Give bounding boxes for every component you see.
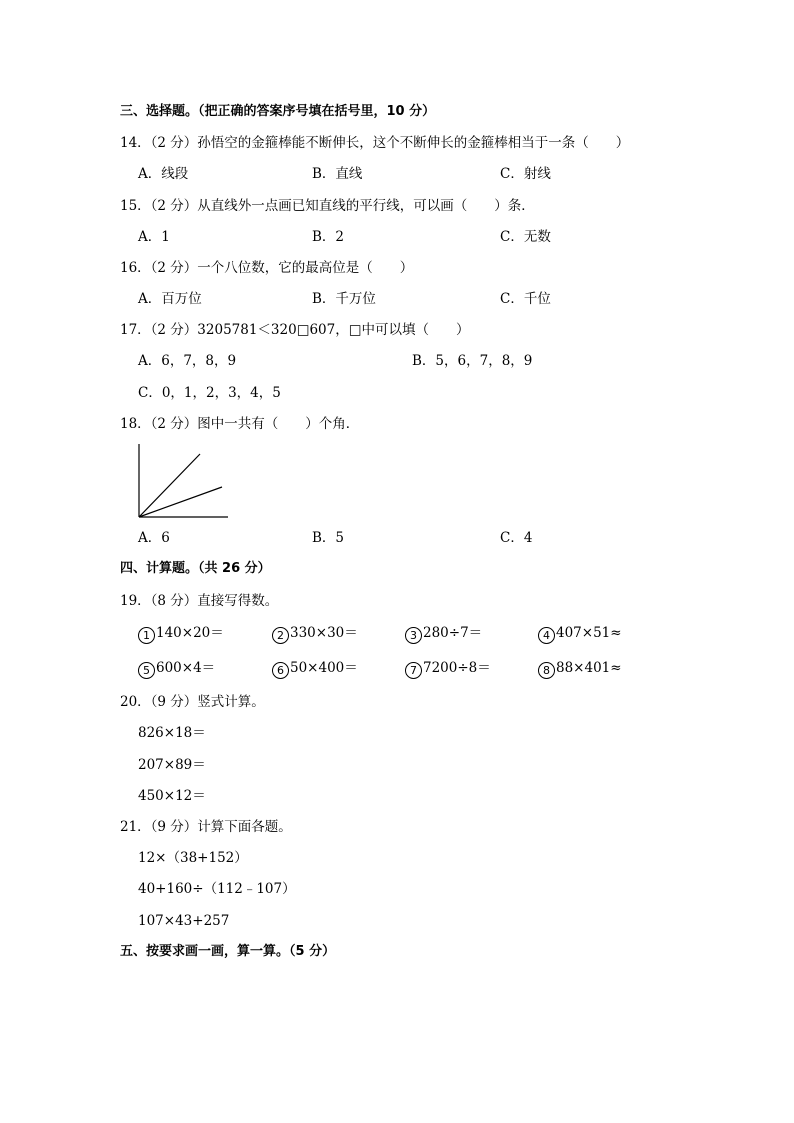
angle-ray-upper — [139, 454, 200, 517]
circled-number: 2 — [272, 627, 289, 644]
question-18-stem: 18．（2 分）图中一共有（ ）个角． — [120, 416, 360, 432]
question-17-stem: 17．（2 分）3205781＜320□607，□中可以填（ ） — [120, 322, 470, 338]
q19-expr: 7200÷8＝ — [423, 660, 491, 676]
q14-option-c: C．射线 — [500, 166, 551, 182]
q15-option-c: C．无数 — [500, 229, 551, 245]
q19-expr: 140×20＝ — [156, 625, 224, 641]
q19-expr: 50×400＝ — [290, 660, 358, 676]
question-20-stem: 20．（9 分）竖式计算。 — [120, 694, 265, 710]
q18-option-c: C．4 — [500, 530, 533, 546]
q19-item-2 — [272, 624, 358, 644]
q17-option-b: B．5，6，7，8，9 — [412, 353, 533, 369]
q15-option-b: B．2 — [312, 229, 345, 245]
q19-expr: 407×51≈ — [556, 625, 622, 641]
q21-item-3: 107×43+257 — [138, 913, 230, 929]
question-14-stem: 14．（2 分）孙悟空的金箍棒能不断伸长，这个不断伸长的金箍棒相当于一条（ ） — [120, 135, 630, 151]
q21-item-1: 12×（38+152） — [138, 850, 248, 866]
circled-number: 3 — [405, 627, 422, 644]
q19-item-6 — [272, 659, 358, 679]
q19-expr: 280÷7＝ — [423, 625, 483, 641]
q14-option-a: A．线段 — [138, 166, 189, 182]
section-3-title: 三、选择题。（把正确的答案序号填在括号里，10 分） — [120, 104, 436, 119]
q16-option-c: C．千位 — [500, 291, 551, 307]
circled-number: 7 — [405, 662, 422, 679]
q20-item-3: 450×12＝ — [138, 788, 206, 804]
circled-number: 1 — [138, 627, 155, 644]
section-4-title: 四、计算题。（共 26 分） — [120, 561, 271, 576]
section-5-title: 五、按要求画一画，算一算。（5 分） — [120, 944, 336, 959]
circled-number: 4 — [538, 627, 555, 644]
q18-option-b: B．5 — [312, 530, 345, 546]
q17-option-c: C．0，1，2，3，4，5 — [138, 385, 281, 401]
circled-number: 6 — [272, 662, 289, 679]
question-15-stem: 15．（2 分）从直线外一点画已知直线的平行线，可以画（ ）条． — [120, 198, 535, 214]
q15-option-a: A．1 — [138, 229, 170, 245]
q16-option-a: A．百万位 — [138, 291, 202, 307]
question-19-stem: 19．（8 分）直接写得数。 — [120, 593, 279, 609]
q20-item-1: 826×18＝ — [138, 725, 206, 741]
q16-option-b: B．千万位 — [312, 291, 376, 307]
q19-item-3 — [405, 624, 482, 644]
angles-figure — [126, 440, 236, 522]
angle-ray-lower — [139, 487, 222, 517]
q19-expr: 330×30＝ — [290, 625, 358, 641]
q19-expr: 88×401≈ — [556, 660, 622, 676]
q19-item-5 — [138, 659, 215, 679]
q21-item-2: 40+160÷（112﹣107） — [138, 881, 296, 897]
question-21-stem: 21．（9 分）计算下面各题。 — [120, 819, 292, 835]
question-16-stem: 16．（2 分）一个八位数，它的最高位是（ ） — [120, 260, 414, 276]
q17-option-a: A．6，7，8，9 — [138, 353, 237, 369]
q14-option-b: B．直线 — [312, 166, 363, 182]
circled-number: 8 — [538, 662, 555, 679]
circled-number: 5 — [138, 662, 155, 679]
q18-option-a: A．6 — [138, 530, 170, 546]
q19-expr: 600×4＝ — [156, 660, 216, 676]
q19-item-8 — [538, 659, 622, 679]
q19-item-1 — [138, 624, 224, 644]
q19-item-7 — [405, 659, 491, 679]
q19-item-4 — [538, 624, 622, 644]
q20-item-2: 207×89＝ — [138, 757, 206, 773]
